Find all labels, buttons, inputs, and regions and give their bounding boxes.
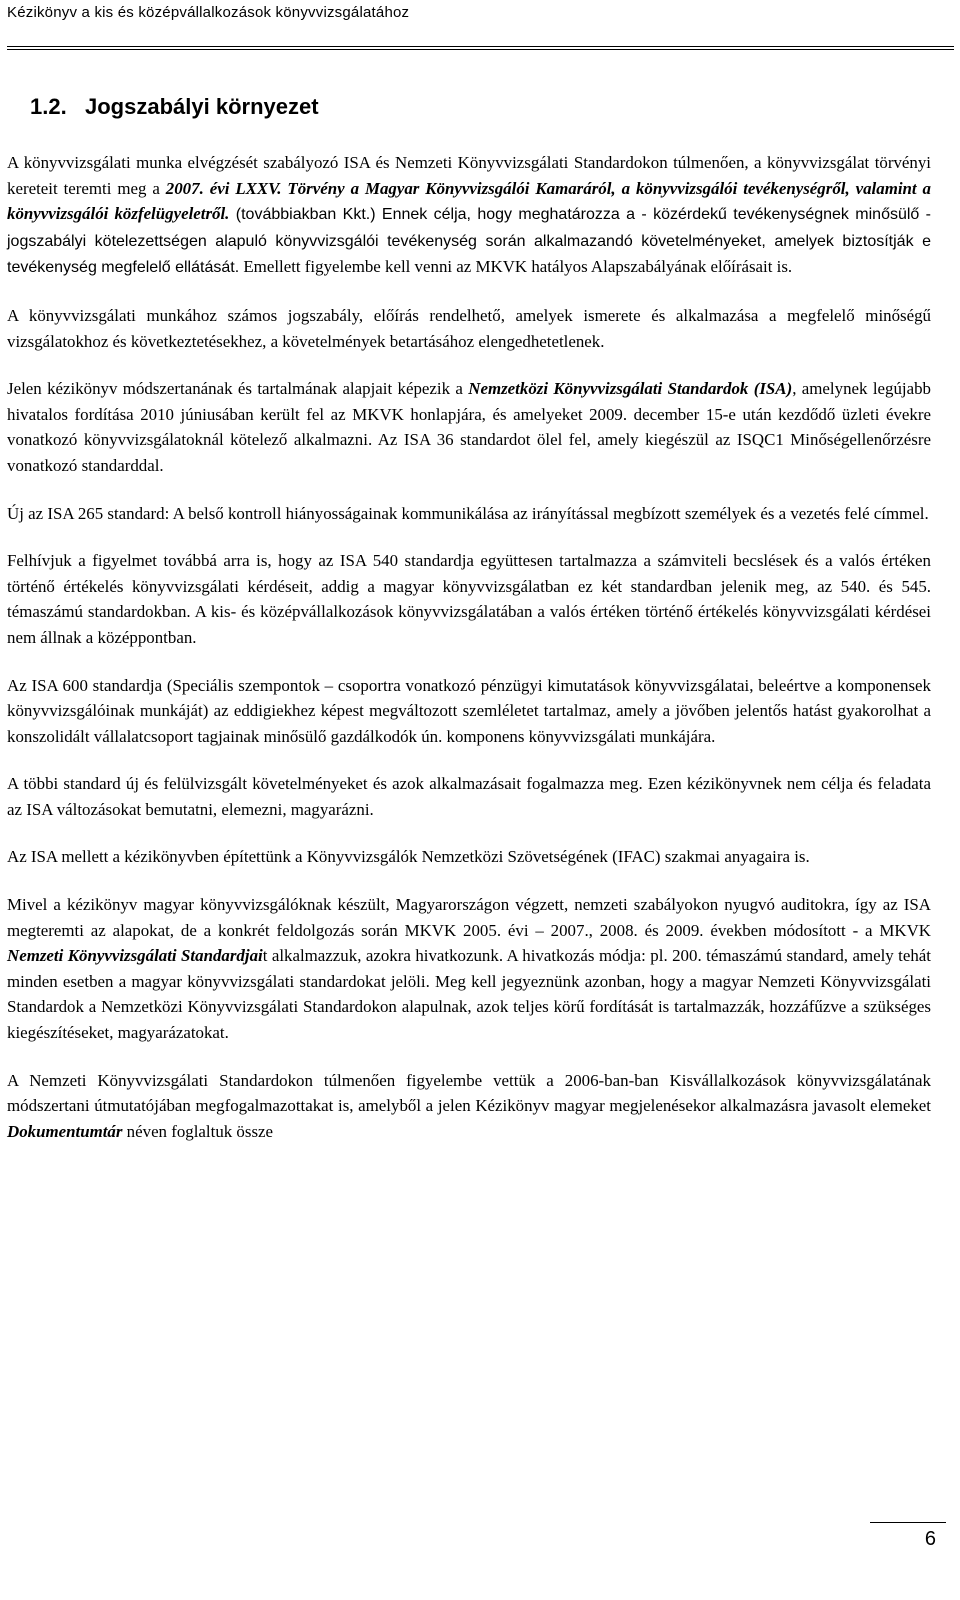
p1-text-2: Ennek célja, hogy meghatározza a - közérdekű tevékenységnek minősülő - jogszabályi kötelezettségen alapuló könyvvizsgálói tevékenység során alkalmazandó követelményeket, amelyek biztosítják e tevékenység megfelelő ellátását.	[7, 206, 932, 277]
p3-text-2: , amelynek legújabb hivatalos fordítása 2010 júniusában került fel az MKVK honlapjára, és amelyeket 2009. december 15-e után kezdődő üzleti évekre vonatkozó könyvvizsgálatoknál kötelező alkalmazni. Az ISA 36 standardot ölel fel, amely kiegészül az ISQC1 Minőségellenőrzésre vonatkozó standarddal.	[7, 379, 931, 475]
paragraph-2: A könyvvizsgálati munkához számos jogszabály, előírás rendelhető, amelyek ismerete és alkalmazása a megfelelő minőségű vizsgálatokhoz és következtetésekhez, a követelmények betartásához elengedhetetlenek.	[7, 305, 931, 351]
paragraph-9	[7, 892, 931, 1046]
p10-text-2: néven foglaltuk össze	[122, 1121, 274, 1141]
p3-isa-title: Nemzetközi Könyvvizsgálati Standardok (ISA)	[468, 379, 793, 399]
section-title: Jogszabályi környezet	[85, 94, 319, 119]
p3-text-1: Jelen kézikönyv módszertanának és tartalmának alapjait képezik a	[7, 379, 469, 399]
paragraph-6: Az ISA 600 standardja (Speciális szempontok – csoportra vonatkozó pénzügyi kimutatások könyvvizsgálatai, beleértve a komponensek könyvvizsgálóinak munkáját) az eddigiekhez képest megváltozott szemléletet tartalmaz, amely a jövőben jelentős hatást gyakorolhat a konszolidált vállalatcsoport tagjainak minősülő gazdálkodók ún. komponens könyvvizsgálati munkájára.	[7, 675, 931, 746]
paragraph-7: A többi standard új és felülvizsgált követelményeket és azok alkalmazásait fogalmazza meg. Ezen kézikönyvnek nem célja és feladata az ISA változásokat bemutatni, elemezni, magyarázni.	[7, 774, 931, 819]
header-rule	[7, 46, 954, 47]
page-number: 6	[924, 1528, 936, 1550]
paragraph-1	[7, 150, 931, 281]
paragraph-4: Új az ISA 265 standard: A belső kontroll hiányosságainak kommunikálása az irányítással megbízott személyek és a vezetés felé címmel.	[7, 503, 929, 523]
p1-abbreviation: (továbbiakban Kkt.)	[229, 206, 376, 224]
footer-rule	[870, 1522, 946, 1523]
p1-text-1: A könyvvizsgálati munka elvégzését szabályozó ISA és Nemzeti Könyvvizsgálati Standardokon túlmenően, a könyvvizsgálat törvényi kereteit teremti meg a	[7, 153, 931, 198]
header-rule-secondary	[7, 49, 954, 50]
p1-text-3: Emellett figyelembe kell venni az MKVK hatályos Alapszabályának előírásait is.	[239, 257, 793, 277]
body-text	[7, 150, 931, 1166]
p1-law-title: 2007. évi LXXV. Törvény a Magyar Könyvvizsgálói Kamaráról, a könyvvizsgálói tevékenységről, valamint a könyvvizsgálói közfelügyeletről.	[7, 178, 931, 224]
paragraph-5: Felhívjuk a figyelmet továbbá arra is, hogy az ISA 540 standardja együttesen tartalmazza a számviteli becslések és a valós értéken történő értékelés könyvvizsgálati kérdéseit, addig a magyar könyvvizsgálatban ez két standardban jelenik meg, az 540. és 545. témaszámú standardokban. A kis- és középvállalkozások könyvvizsgálatában a valós értéken történő értékelés könyvvizsgálati kérdései nem állnak a középpontban.	[7, 551, 931, 647]
section-heading	[30, 94, 319, 120]
p10-dokumentumtar: Dokumentumtár	[7, 1121, 123, 1141]
running-header: Kézikönyv a kis és középvállalkozások könyvvizsgálatához	[7, 4, 410, 21]
paragraph-10	[7, 1068, 931, 1145]
p9-standards-title: Nemzeti Könyvvizsgálati Standardjai	[7, 946, 263, 966]
section-number: 1.2.	[30, 94, 67, 119]
p9-text-1: Mivel a kézikönyv magyar könyvvizsgálóknak készült, Magyarországon végzett, nemzeti szabályokon nyugvó auditokra, így az ISA megteremti az alapokat, de a konkrét feldolgozás során MKVK 2005. évi – 2007., 2008. és 2009. években módosított - a MKVK	[7, 895, 931, 940]
p9-text-2: t alkalmazzuk, azokra hivatkozunk. A hivatkozás módja: pl. 200. témaszámú standard, amely tehát minden esetben a magyar könyvvizsgálati standardokat jelöli. Meg kell jegyeznünk azonban, hogy a magyar Nemzeti Könyvvizsgálati Standardok a Nemzetközi Könyvvizsgálati Standardokon alapulnak, azok teljes körű fordítását is tartalmazzák, hozzáfűzve a szükséges kiegészítéseket, magyarázatokat.	[7, 946, 931, 1043]
paragraph-8: Az ISA mellett a kézikönyvben építettünk a Könyvvizsgálók Nemzetközi Szövetségének (IFAC) szakmai anyagaira is.	[7, 847, 810, 867]
paragraph-3	[7, 376, 931, 478]
p10-text-1: A Nemzeti Könyvvizsgálati Standardokon túlmenően figyelembe vettük a 2006-ban-ban Kisvállalkozások könyvvizsgálatának módszertani útmutatójában megfogalmazottakat is, amelyből a jelen Kézikönyv magyar megjelenésekor alkalmazásra javasolt elemeket	[7, 1070, 931, 1116]
